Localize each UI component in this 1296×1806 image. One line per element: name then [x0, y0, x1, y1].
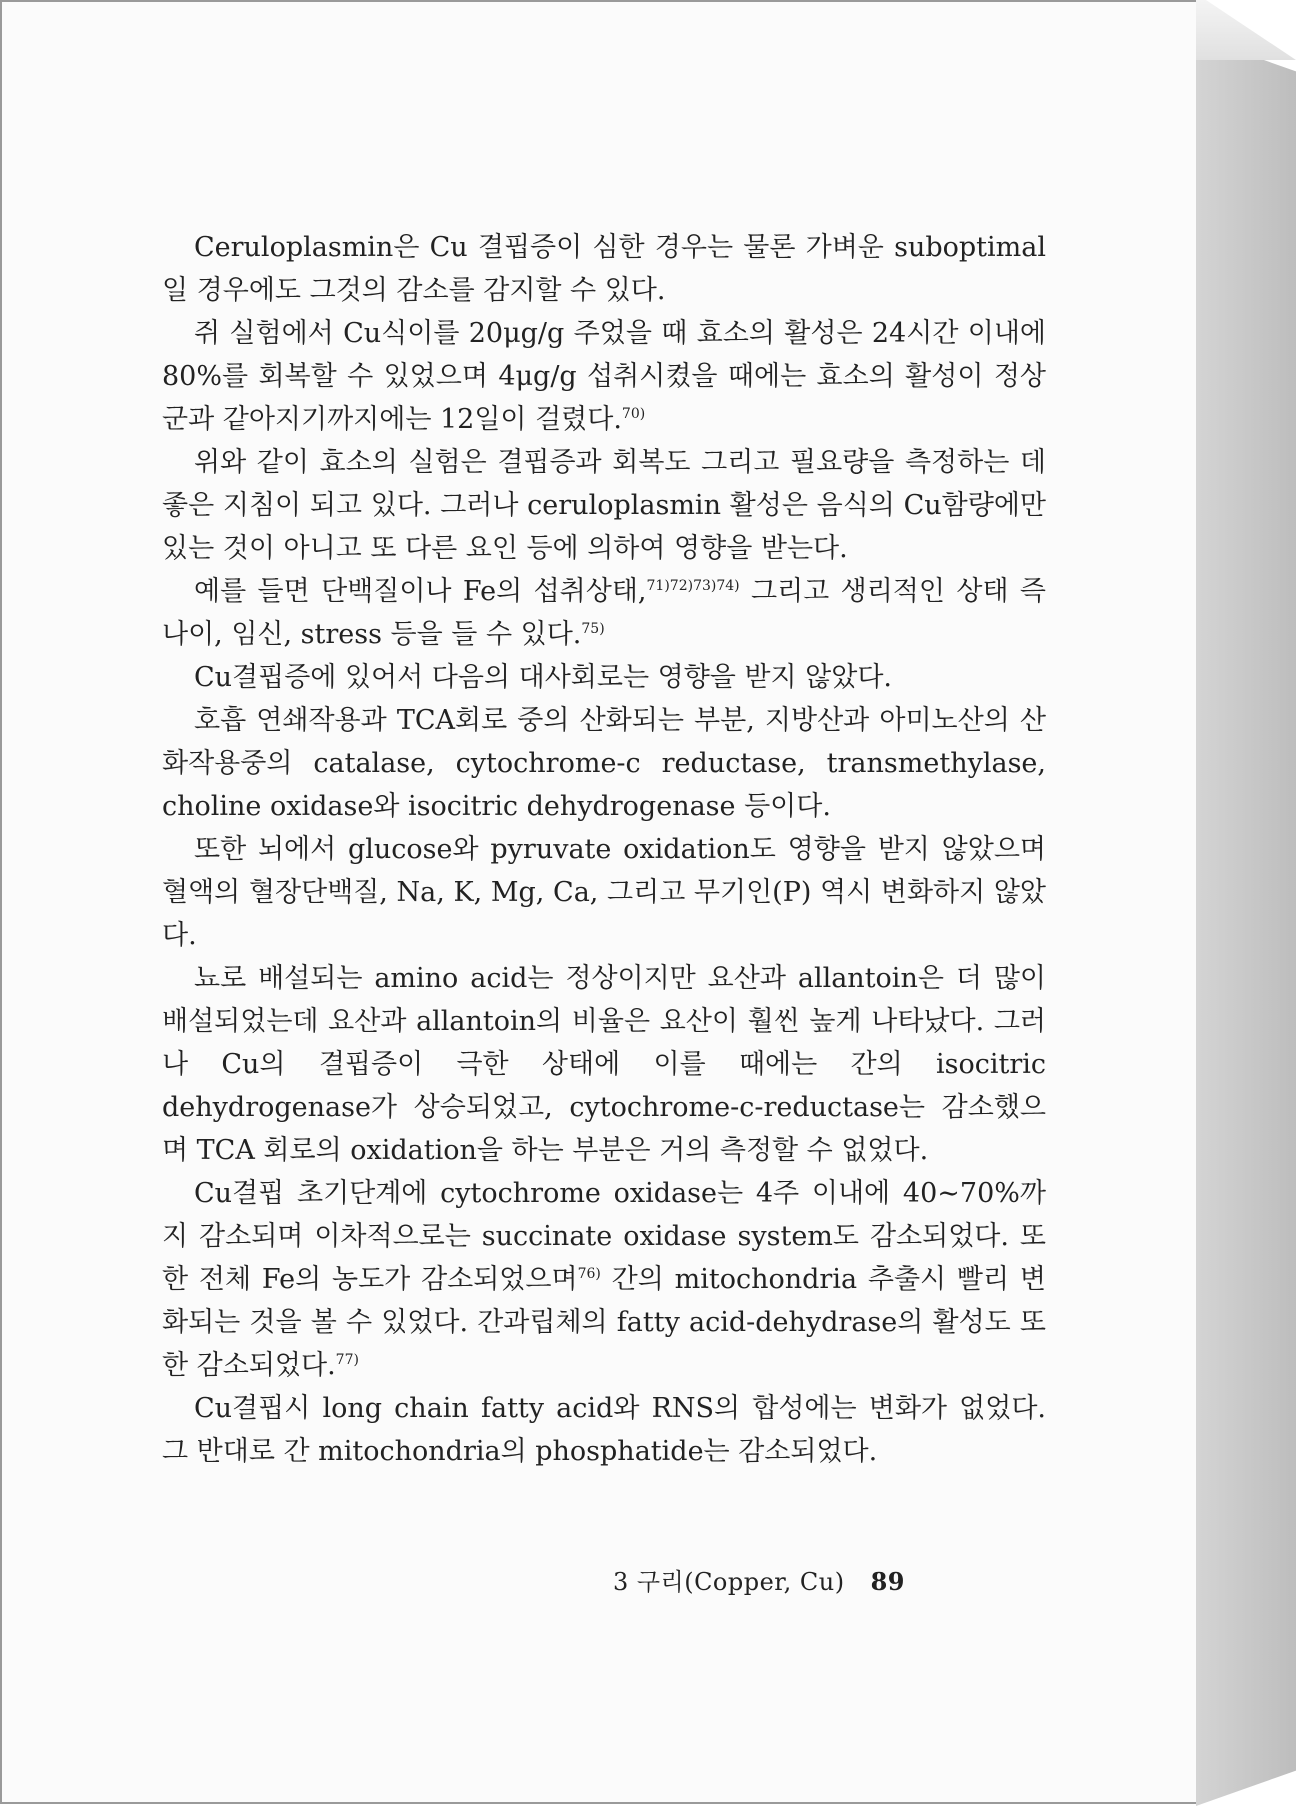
paragraph-9: [162, 1172, 1046, 1387]
paragraph-text: 뇨로 배설되는 amino acid는 정상이지만 요산과 allantoin은 더 많이 배설되었는데 요산과 allantoin의 비율은 요산이 훨씬 높게 나타났다. 그러나 Cu의 결핍증이 극한 상태에 이를 때에는 간의 isocitric dehydrogenase가 상승되었고, cytochrome-c-reductase는 감소했으며 TCA 회로의 oxidation을 하는 부분은 거의 측정할 수 없었다.: [162, 963, 1046, 1166]
paragraph-10: [162, 1387, 1046, 1473]
chapter-title: 3 구리(Copper, Cu): [612, 1568, 845, 1596]
reference-mark: 76): [577, 1266, 601, 1282]
paragraph-text: 위와 같이 효소의 실험은 결핍증과 회복도 그리고 필요량을 측정하는 데 좋은 지침이 되고 있다. 그러나 ceruloplasmin 활성은 음식의 Cu함량에만 있는 것이 아니고 또 다른 요인 등에 의하여 영향을 받는다.: [162, 447, 1046, 564]
reference-mark: 75): [581, 621, 605, 637]
paragraph-text: Cu결핍시 long chain fatty acid와 RNS의 합성에는 변화가 없었다. 그 반대로 간 mitochondria의 phosphatide는 감소되었다.: [162, 1393, 1046, 1467]
paragraph-2: [162, 312, 1046, 441]
paragraph-text: 그리고 생리적인 상태 즉 나이, 임신, stress 등을 들 수 있다.: [162, 576, 1046, 650]
reference-mark: 77): [335, 1352, 359, 1368]
paragraph-text: 호흡 연쇄작용과 TCA회로 중의 산화되는 부분, 지방산과 아미노산의 산화작용중의 catalase, cytochrome-c reductase, transmethylase, choline oxidase와 isocitric dehydrogenase 등이다.: [162, 705, 1046, 822]
paragraph-6: [162, 699, 1046, 828]
page-edge-side: [1196, 36, 1296, 1806]
paragraph-4: [162, 570, 1046, 656]
paragraph-text: 간의 mitochondria 추출시 빨리 변화되는 것을 볼 수 있었다. 간과립체의 fatty acid-dehydrase의 활성도 또한 감소되었다.: [162, 1264, 1046, 1381]
paragraph-text: Cu결핍 초기단계에 cytochrome oxidase는 4주 이내에 40∼70%까지 감소되며 이차적으로는 succinate oxidase system도 감소되었다. 또한 전체 Fe의 농도가 감소되었으며: [162, 1178, 1046, 1295]
paragraph-1: [162, 226, 1046, 312]
paragraph-text: Ceruloplasmin은 Cu 결핍증이 심한 경우는 물론 가벼운 suboptimal일 경우에도 그것의 감소를 감지할 수 있다.: [162, 232, 1046, 306]
page-edge-top: [1196, 0, 1296, 60]
paragraph-text: Cu결핍증에 있어서 다음의 대사회로는 영향을 받지 않았다.: [194, 662, 893, 693]
paragraph-8: [162, 957, 1046, 1172]
reference-mark: 71)72)73)74): [646, 578, 740, 594]
paragraph-text: 또한 뇌에서 glucose와 pyruvate oxidation도 영향을 받지 않았으며 혈액의 혈장단백질, Na, K, Mg, Ca, 그리고 무기인(P) 역시 변화하지 않았다.: [162, 834, 1046, 951]
paragraph-7: [162, 828, 1046, 957]
paragraph-text: 예를 들면 단백질이나 Fe의 섭취상태,: [194, 576, 647, 607]
page-number: 89: [870, 1567, 905, 1596]
paragraph-text: 쥐 실험에서 Cu식이를 20μg/g 주었을 때 효소의 활성은 24시간 이내에 80%를 회복할 수 있었으며 4μg/g 섭취시켰을 때에는 효소의 활성이 정상군과 같아지기까지에는 12일이 걸렸다.: [162, 318, 1046, 435]
reference-mark: 70): [621, 406, 646, 422]
paragraph-5: [162, 656, 1046, 699]
paragraph-3: [162, 441, 1046, 570]
body-text: [162, 226, 1046, 1473]
page-footer: [613, 1562, 905, 1597]
